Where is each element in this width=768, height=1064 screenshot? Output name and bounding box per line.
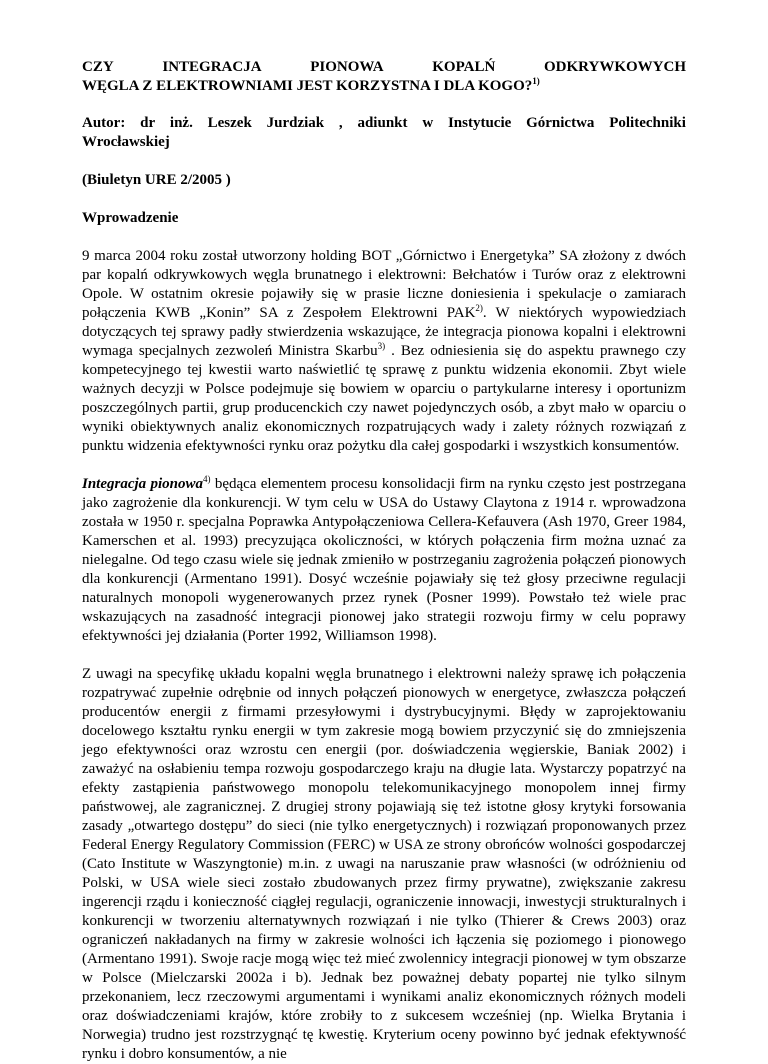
author-word: Politechniki <box>609 115 686 131</box>
paragraph-1: 9 marca 2004 roku został utworzony holding BOT „Górnictwo i Energetyka” SA złożony z dwóch par kopalń odkrywkowych węgla brunatnego i elektrowni: Bełchatów i Turów oraz z elektrowni Opole. W ostatnim okresie pojawiły się w prasie liczne doniesienia i spekulacje o zamiarach połączenia KWB „Konin” SA z Zespołem Elektrowni PAK$^{2)}$. W niektórych wypowiedziach dotyczących tej sprawy padły stwierdzenia wskazujące, że integracja pionowa kopalni i elektrowni wymaga specjalnych zezwoleń Ministra Skarbu$^{3)}$ . Bez odniesienia się do aspektu prawnego czy kompetecyjnego tej kwestii warto naświetlić tę sprawę z punktu widzenia ekonomii. Zbyt wiele ważnych decyzji w Polsce podejmuje się bowiem w oparciu o partykularne interesy i oportunizm poszczególnych partii, grup producenckich czy nawet pojedynczych osób, a zbyt mało w oparciu o wyniki obiektywnych analiz ekonomicznych rozpatrujących wady i zalety różnych rozwiązań z punktu widzenia efektywności rynku oraz pożytku dla całej gospodarki i wszystkich konsumentów. <box>82 248 686 454</box>
title-word: PIONOWA <box>310 59 384 75</box>
author-word: w <box>422 115 434 131</box>
author-word: Autor: <box>82 115 126 131</box>
author-word: Jurdziak <box>266 115 325 131</box>
title-line-2: WĘGLA Z ELEKTROWNIAMI JEST KORZYSTNA I DLA KOGO?$^{1)}$ <box>82 76 540 94</box>
paragraph-3: Z uwagi na specyfikę układu kopalni węgla brunatnego i elektrowni należy sprawę ich połączenia rozpatrywać zupełnie odrębnie od innych połączeń pionowych w energetyce, zwłaszcza połączeń producentów energii z firmami przesyłowymi i dystrybucyjnymi. Błędy w zaprojektowaniu docelowego kształtu rynku energii w tym zakresie mogą bowiem przyczynić się do zmniejszenia jego efektywności oraz wzrostu cen energii (por. doświadczenia węgierskie, Baniak 2002) i zaważyć na osłabieniu tempa rozwoju gospodarczego kraju na długie lata. Wystarczy popatrzyć na efekty zastąpienia państwowego monopolu telekomunikacyjnego monopolem innej firmy państwowej, ale zagranicznej. Z drugiej strony pojawiają się też istotne głosy krytyki forsowania zasady „otwartego dostępu” do sieci (nie tylko energetycznych) i rozwiązań proponowanych przez Federal Energy Regulatory Commission (FERC) w USA ze strony obrońców wolności gospodarczej (Cato Institute w Waszyngtonie) m.in. z uwagi na naruszanie praw własności (w odróżnieniu od Polski, w USA wiele sieci zostało zbudowanych przez firmy prywatne), zwiększanie zakresu ingerencji rządu i konieczność ciągłej regulacji, ograniczenie innowacji, inwestycji strukturalnych i konkurencji w tworzeniu alternatywnych rozwiązań i nie tylko (Thierer & Crews 2003) oraz ograniczeń nakładanych na firmy w zakresie wolności ich łączenia się poziomego i pionowego (Armentano 1991). Swoje racje mogą więc też mieć zwolennicy integracji pionowej w tym obszarze w Polsce (Mielczarski 2002a i b). Jednak bez poważnej debaty popartej nie tylko silnym przekonaniem, lecz rzeczowymi argumentami i wynikami analiz ekonomicznych różnych modeli oraz doświadczeniami krajów, które zrobiły to z sukcesem wcześniej (np. Wielka Brytania i Norwegia) trudno jest rozstrzygnąć tę kwestię. Kryterium oceny powinno być jednak efektywność rynku i dobro konsumentów, a nie <box>82 666 686 1062</box>
footnote-ref-3[interactable]: 3) <box>377 341 386 351</box>
paragraph-2: Integracja pionowa$^{4)}$ będąca elementem procesu konsolidacji firm na rynku często jest postrzegana jako zagrożenie dla konkurencji. W tym celu w USA do Ustawy Claytona z 1914 r. wprowadzona została w 1950 r. specjalna Poprawka Antypołączeniowa Cellera-Kefauvera (Ash 1970, Greer 1984, Kamerschen et al. 1993) precyzująca okoliczności, w których połączenia firm można uznać za nielegalne. Od tego czasu wiele się jednak zmieniło w postrzeganiu zagrożenia połączeń pionowych dla konkurencji (Armentano 1991). Dosyć wcześnie pojawiały się też głosy przeciwne regulacji naturalnych monopoli wygenerowanych przez rynek (Posner 1999). Powstało też wiele prac wskazujących na zasadność integracji pionowej jako strategii rozwoju firmy w celu poprawy efektywności jej działania (Porter 1992, Williamson 1998). <box>82 474 686 644</box>
footnote-ref-4[interactable]: 4) <box>203 474 211 484</box>
key-term: Integracja pionowa <box>82 476 203 492</box>
section-heading: Wprowadzenie <box>82 210 179 226</box>
title-line-1 <box>82 58 686 77</box>
title-word: CZY <box>82 59 114 75</box>
title-word: ODKRYWKOWYCH <box>544 59 686 75</box>
author-word: Górnictwa <box>526 115 595 131</box>
author-word: , <box>338 115 343 131</box>
title-word: INTEGRACJA <box>162 59 262 75</box>
author-word: Instytucie <box>447 115 512 131</box>
author-word: Leszek <box>207 115 252 131</box>
author-word: inż. <box>169 115 193 131</box>
footnote-ref-2[interactable]: 2) <box>475 303 483 313</box>
author-line <box>82 114 686 152</box>
bulletin-reference: (Biuletyn URE 2/2005 ) <box>82 172 231 188</box>
author-word: adiunkt <box>357 115 408 131</box>
title-word: KOPALŃ <box>432 59 496 75</box>
document-title <box>82 58 686 96</box>
author-word: dr <box>140 115 156 131</box>
author-affiliation-line-2: Wrocławskiej <box>82 134 170 150</box>
footnote-ref-1[interactable]: 1) <box>532 76 540 86</box>
